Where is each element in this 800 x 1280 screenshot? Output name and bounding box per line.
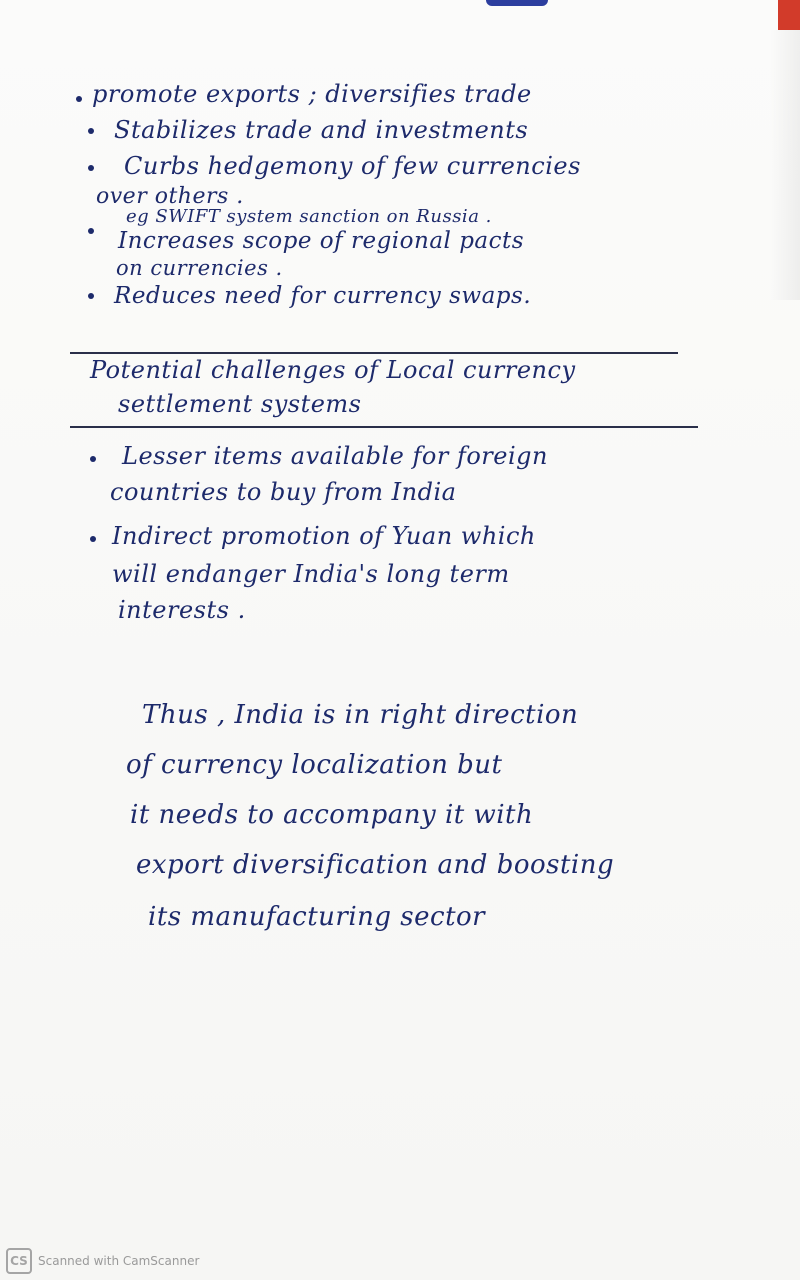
bullet-dot	[90, 536, 96, 542]
benefit-line-3: Curbs hedgemony of few currencies	[124, 152, 581, 180]
camscanner-text: Scanned with CamScanner	[38, 1254, 200, 1268]
challenge-line-2-cont: will endanger India's long term	[112, 560, 510, 588]
bullet-dot	[88, 293, 94, 299]
divider-bottom	[70, 426, 698, 428]
benefit-line-2: Stabilizes trade and investments	[114, 116, 529, 144]
conclusion-line-2: of currency localization but	[126, 750, 503, 780]
challenge-line-1-cont: countries to buy from India	[110, 478, 457, 506]
benefit-line-4-cont: on currencies .	[116, 256, 283, 280]
benefit-line-1: promote exports ; diversifies trade	[92, 80, 532, 108]
bullet-dot	[76, 96, 82, 102]
top-edge-red-mark	[778, 0, 800, 30]
bullet-dot	[88, 165, 94, 171]
bullet-dot	[90, 456, 96, 462]
challenge-line-2-cont2: interests .	[118, 596, 246, 624]
divider-top	[70, 352, 678, 354]
benefit-line-4: Increases scope of regional pacts	[118, 228, 525, 254]
challenge-line-1: Lesser items available for foreign	[122, 442, 548, 470]
benefit-line-5: Reduces need for currency swaps.	[114, 283, 532, 309]
top-edge-blue-mark	[486, 0, 548, 6]
page-edge-shadow	[770, 30, 800, 300]
conclusion-line-1: Thus , India is in right direction	[142, 700, 579, 730]
conclusion-line-3: it needs to accompany it with	[130, 800, 534, 830]
challenges-heading-cont: settlement systems	[118, 390, 362, 418]
conclusion-line-4: export diversification and boosting	[136, 850, 615, 880]
camscanner-logo-icon: CS	[6, 1248, 32, 1274]
bullet-dot	[88, 128, 94, 134]
bullet-dot	[88, 228, 94, 234]
conclusion-line-5: its manufacturing sector	[148, 902, 486, 932]
camscanner-watermark	[6, 1248, 199, 1274]
challenge-line-2: Indirect promotion of Yuan which	[112, 522, 536, 550]
challenges-heading: Potential challenges of Local currency	[90, 356, 576, 384]
benefit-line-3-cont: over others .	[96, 184, 244, 209]
benefit-example: eg SWIFT system sanction on Russia .	[126, 206, 492, 227]
